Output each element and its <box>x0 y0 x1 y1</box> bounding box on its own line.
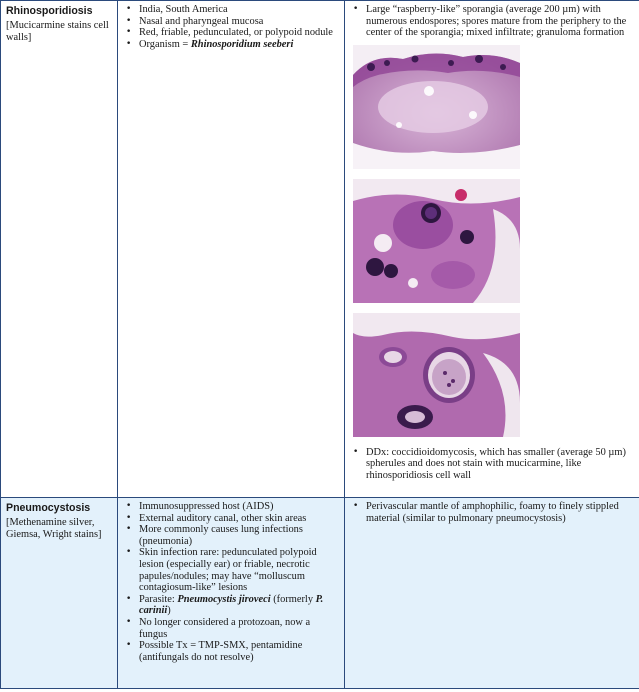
ddx-list <box>350 447 634 482</box>
list-item: • DDx: coccidioidomycosis, which has smaller (average 50 µm) spherules and does not stain with mucicarmine, like rhinosporidiosis cell wall <box>366 447 634 482</box>
stain-note: [Mucicarmine stains cell walls] <box>6 20 109 43</box>
parasite-old-name: P. carinii <box>139 593 324 617</box>
list-item <box>139 39 339 51</box>
list-item: • External auditory canal, other skin areas <box>139 513 339 525</box>
histology-cell <box>345 498 639 689</box>
disease-name: Rhinosporidiosis <box>6 5 93 17</box>
features-cell <box>118 1 345 498</box>
disease-cell <box>1 498 118 689</box>
table-row <box>1 498 639 689</box>
list-item: • Immunosuppressed host (AIDS) <box>139 501 339 513</box>
parasite-end: ) <box>167 605 171 617</box>
disease-name: Pneumocystosis <box>6 502 91 514</box>
list-item: • India, South America <box>139 4 339 16</box>
organism-name: Rhinosporidium seeberi <box>190 38 294 50</box>
parasite-name: Pneumocystis jiroveci <box>177 593 271 605</box>
list-item: • Nasal and pharyngeal mucosa <box>139 16 339 28</box>
feature-list <box>123 501 339 663</box>
table-row <box>1 1 639 498</box>
list-item: • More commonly causes lung infections (pneumonia) <box>139 524 339 547</box>
organism-prefix: Organism = <box>139 38 191 50</box>
list-item: • Large “raspberry-like” sporangia (average 200 µm) with numerous endospores; spores mature from the periphery to the center of the sporangia; mixed infiltrate; granuloma formation <box>366 4 634 39</box>
parasite-mid: (formerly <box>270 593 316 605</box>
features-cell <box>118 498 345 689</box>
stain-note: [Methenamine silver, Giemsa, Wright stains] <box>6 517 102 540</box>
disease-cell <box>1 1 118 498</box>
micrograph-low-power <box>353 45 520 169</box>
micrograph-high-power <box>353 313 520 437</box>
list-item: • No longer considered a protozoan, now a fungus <box>139 617 339 640</box>
list-item: • Perivascular mantle of amphophilic, foamy to finely stippled material (similar to pulmonary pneumocystosis) <box>366 501 634 524</box>
micrograph-group <box>353 45 634 437</box>
parasite-prefix: Parasite: <box>139 593 178 605</box>
histology-list <box>350 4 634 39</box>
list-item: • Skin infection rare: pedunculated polypoid lesion (especially ear) or friable, necrotic papules/nodules; may have “molluscum contagiosum-like” lesions <box>139 547 339 593</box>
micrograph-medium-power <box>353 179 520 303</box>
histology-cell <box>345 1 639 498</box>
list-item: • Possible Tx = TMP-SMX, pentamidine (antifungals do not resolve) <box>139 640 339 663</box>
histology-list <box>350 501 634 524</box>
list-item: • Red, friable, pedunculated, or polypoid nodule <box>139 27 339 39</box>
feature-list <box>123 4 339 50</box>
list-item <box>139 594 339 617</box>
